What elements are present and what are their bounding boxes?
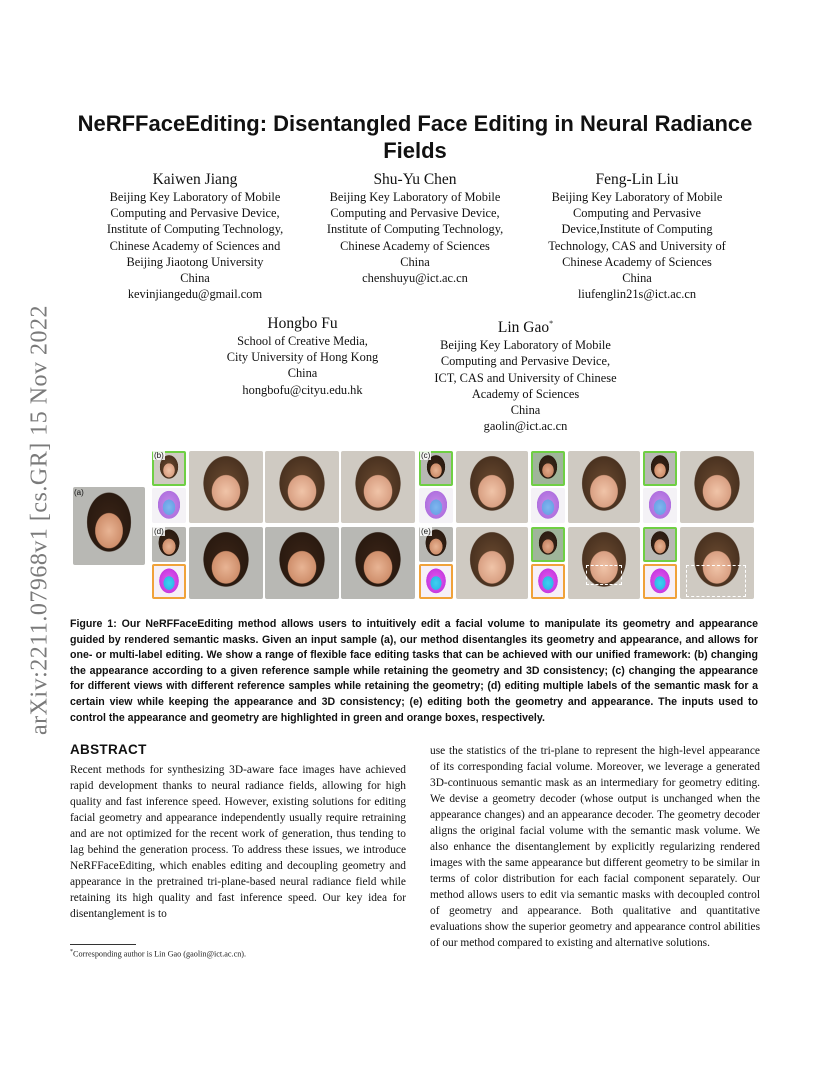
affiliation-line: Chinese Academy of Sciences [562, 254, 712, 269]
abstract-text-left: Recent methods for synthesizing 3D-aware face images have achieved rapid development thanks to neural radiance fields, allowing for high quality and fast inference speed. However, existing solutions for editing facial geometry and appearance independently usually require retraining and are not optimized for the recent work of generation, thus tending to lag behind the generation process. To address these issues, we introduce NeRFFaceEditing, which enables editing and decoupling geometry and appearance in the pretrained tri-plane-based neural radiance field while retaining its high quality and fast inference speed. Our key idea for disentanglement is to [70, 764, 406, 920]
affiliation-line: ICT, CAS and University of Chinese [434, 370, 617, 385]
author-email: chenshuyu@ict.ac.cn [362, 271, 468, 286]
author-name: Hongbo Fu [267, 315, 338, 332]
author-block [418, 314, 633, 434]
reference-face-thumb [643, 451, 677, 486]
semantic-mask-thumb [643, 488, 677, 523]
result-face-image [189, 527, 263, 599]
result-face-image [680, 451, 754, 523]
figure-caption: Figure 1: Our NeRFFaceEditing method allows users to intuitively edit a facial volume to manipulate its geometry and appearance guided by rendered semantic masks. Given an input sample (a), our method disentangles its geometry and appearance, and allows for one- or multi-label editing. We show a range of flexible face editing tasks that can be achieved with our unified framework: (b) changing the appearance according to a given reference sample while retaining the geometry and 3D consistency; (c) changing the appearance for different views with different reference samples while retaining the geometry; (d) editing multiple labels of the semantic mask for a certain view while keeping the appearance and 3D consistency; (e) editing both the geometry and appearance. The inputs used to control the appearance and geometry are highlighted in green and orange boxes, respectively. [70, 618, 758, 724]
author-email: kevinjiangedu@gmail.com [127, 287, 263, 302]
footnote-marker: * [70, 949, 73, 955]
abstract-heading: ABSTRACT [70, 742, 147, 757]
affiliation-country: China [622, 271, 652, 286]
author-name: Shu-Yu Chen [373, 171, 457, 188]
affiliation-line: Technology, CAS and University of [548, 238, 726, 253]
author-name: Kaiwen Jiang [152, 171, 238, 188]
author-block [205, 314, 400, 398]
result-face-image [680, 527, 754, 599]
affiliation-country: China [400, 254, 430, 269]
edit-region-box [686, 565, 746, 597]
affiliation-line: Chinese Academy of Sciences and [109, 238, 281, 253]
affiliation-line: Beijing Key Laboratory of Mobile [440, 338, 611, 353]
affiliation-line: Beijing Key Laboratory of Mobile [329, 190, 501, 204]
author-email: gaolin@ict.ac.cn [483, 419, 568, 434]
footnote-text: Corresponding author is Lin Gao (gaolin@ict.ac.cn). [73, 949, 247, 959]
figure-label-a: (a) [74, 488, 84, 497]
author-email: hongbofu@cityu.edu.hk [242, 382, 363, 397]
edit-region-box [586, 565, 622, 585]
affiliation-line: Beijing Key Laboratory of Mobile [109, 190, 281, 204]
abstract-text-right: use the statistics of the tri-plane to represent the high-level appearance of its corresponding facial volume. Moreover, we leverage a generated 3D-continuous semantic mask as an intermediary for geometry editing. We devise a geometry decoder (whose output is unchanged when the appearance changes) and an appearance decoder. The geometry decoder aligns the original facial volume with the semantic mask volume. We also enhance the disentanglement by explicitly regularizing rendered images with the same appearance but different geometry to be similar in terms of color distribution for each facial component separately. Our method allows users to edit via semantic masks with decoupled control of geometry and appearance. Both qualitative and quantitative evaluations show the superior geometry and appearance control abilities of our method compared to existing and alternative solutions. [430, 745, 760, 949]
author-name: Feng-Lin Liu [595, 171, 679, 188]
affiliation-line: School of Creative Media, [237, 334, 368, 348]
result-face-image [456, 527, 528, 599]
figure-label-e: (e) [421, 527, 431, 536]
affiliation-line: Computing and Pervasive Device, [440, 354, 611, 369]
edited-mask-thumb [419, 564, 453, 599]
figure-teaser [70, 447, 758, 602]
affiliation-line: Computing and Pervasive Device, [330, 206, 500, 221]
paper-title: NeRFFaceEditing: Disentangled Face Editing in Neural Radiance Fields [77, 111, 753, 163]
footnote [70, 949, 246, 959]
affiliation-country: China [510, 402, 541, 417]
corresponding-marker: * [549, 319, 554, 328]
author-name [418, 314, 633, 337]
reference-face-thumb [531, 527, 565, 562]
affiliation-country: China [287, 366, 318, 381]
footnote-rule [70, 944, 136, 945]
affiliation-line: Computing and Pervasive Device, [110, 206, 280, 221]
result-face-image [568, 451, 640, 523]
affiliation-line: Beijing Jiaotong University [126, 254, 264, 269]
result-face-image [341, 527, 415, 599]
author-block [310, 170, 520, 286]
affiliation-line: Chinese Academy of Sciences [340, 238, 490, 253]
reference-face-thumb [531, 451, 565, 486]
semantic-mask-thumb [152, 488, 186, 523]
arxiv-identifier-text: arXiv:2211.07968v1 [cs.GR] 15 Nov 2022 [26, 304, 53, 736]
affiliation-country: China [180, 271, 210, 286]
affiliation-line: Beijing Key Laboratory of Mobile [551, 190, 723, 204]
result-face-image [568, 527, 640, 599]
result-face-image [189, 451, 263, 523]
affiliation-line: Institute of Computing Technology, [326, 222, 504, 237]
result-face-image [456, 451, 528, 523]
affiliation-line: Institute of Computing Technology, [106, 222, 284, 237]
edited-mask-thumb [643, 564, 677, 599]
arxiv-identifier [20, 285, 60, 755]
author-block [532, 170, 742, 302]
affiliation-line: Device,Institute of Computing [561, 222, 713, 237]
semantic-mask-thumb [419, 488, 453, 523]
result-face-image [265, 451, 339, 523]
result-face-image [265, 527, 339, 599]
affiliation-line: City University of Hong Kong [226, 350, 379, 365]
result-face-image [341, 451, 415, 523]
author-email: liufenglin21s@ict.ac.cn [577, 287, 697, 302]
figure-label-b: (b) [154, 451, 164, 460]
author-name-text: Lin Gao [497, 319, 550, 337]
figure-label-d: (d) [154, 527, 164, 536]
affiliation-line: Computing and Pervasive [572, 206, 702, 221]
reference-face-thumb [643, 527, 677, 562]
edited-mask-thumb [152, 564, 186, 599]
figure-label-c: (c) [421, 451, 431, 460]
author-block [90, 170, 300, 302]
input-face-image [73, 487, 145, 565]
affiliation-line: Academy of Sciences [471, 386, 580, 401]
edited-mask-thumb [531, 564, 565, 599]
semantic-mask-thumb [531, 488, 565, 523]
